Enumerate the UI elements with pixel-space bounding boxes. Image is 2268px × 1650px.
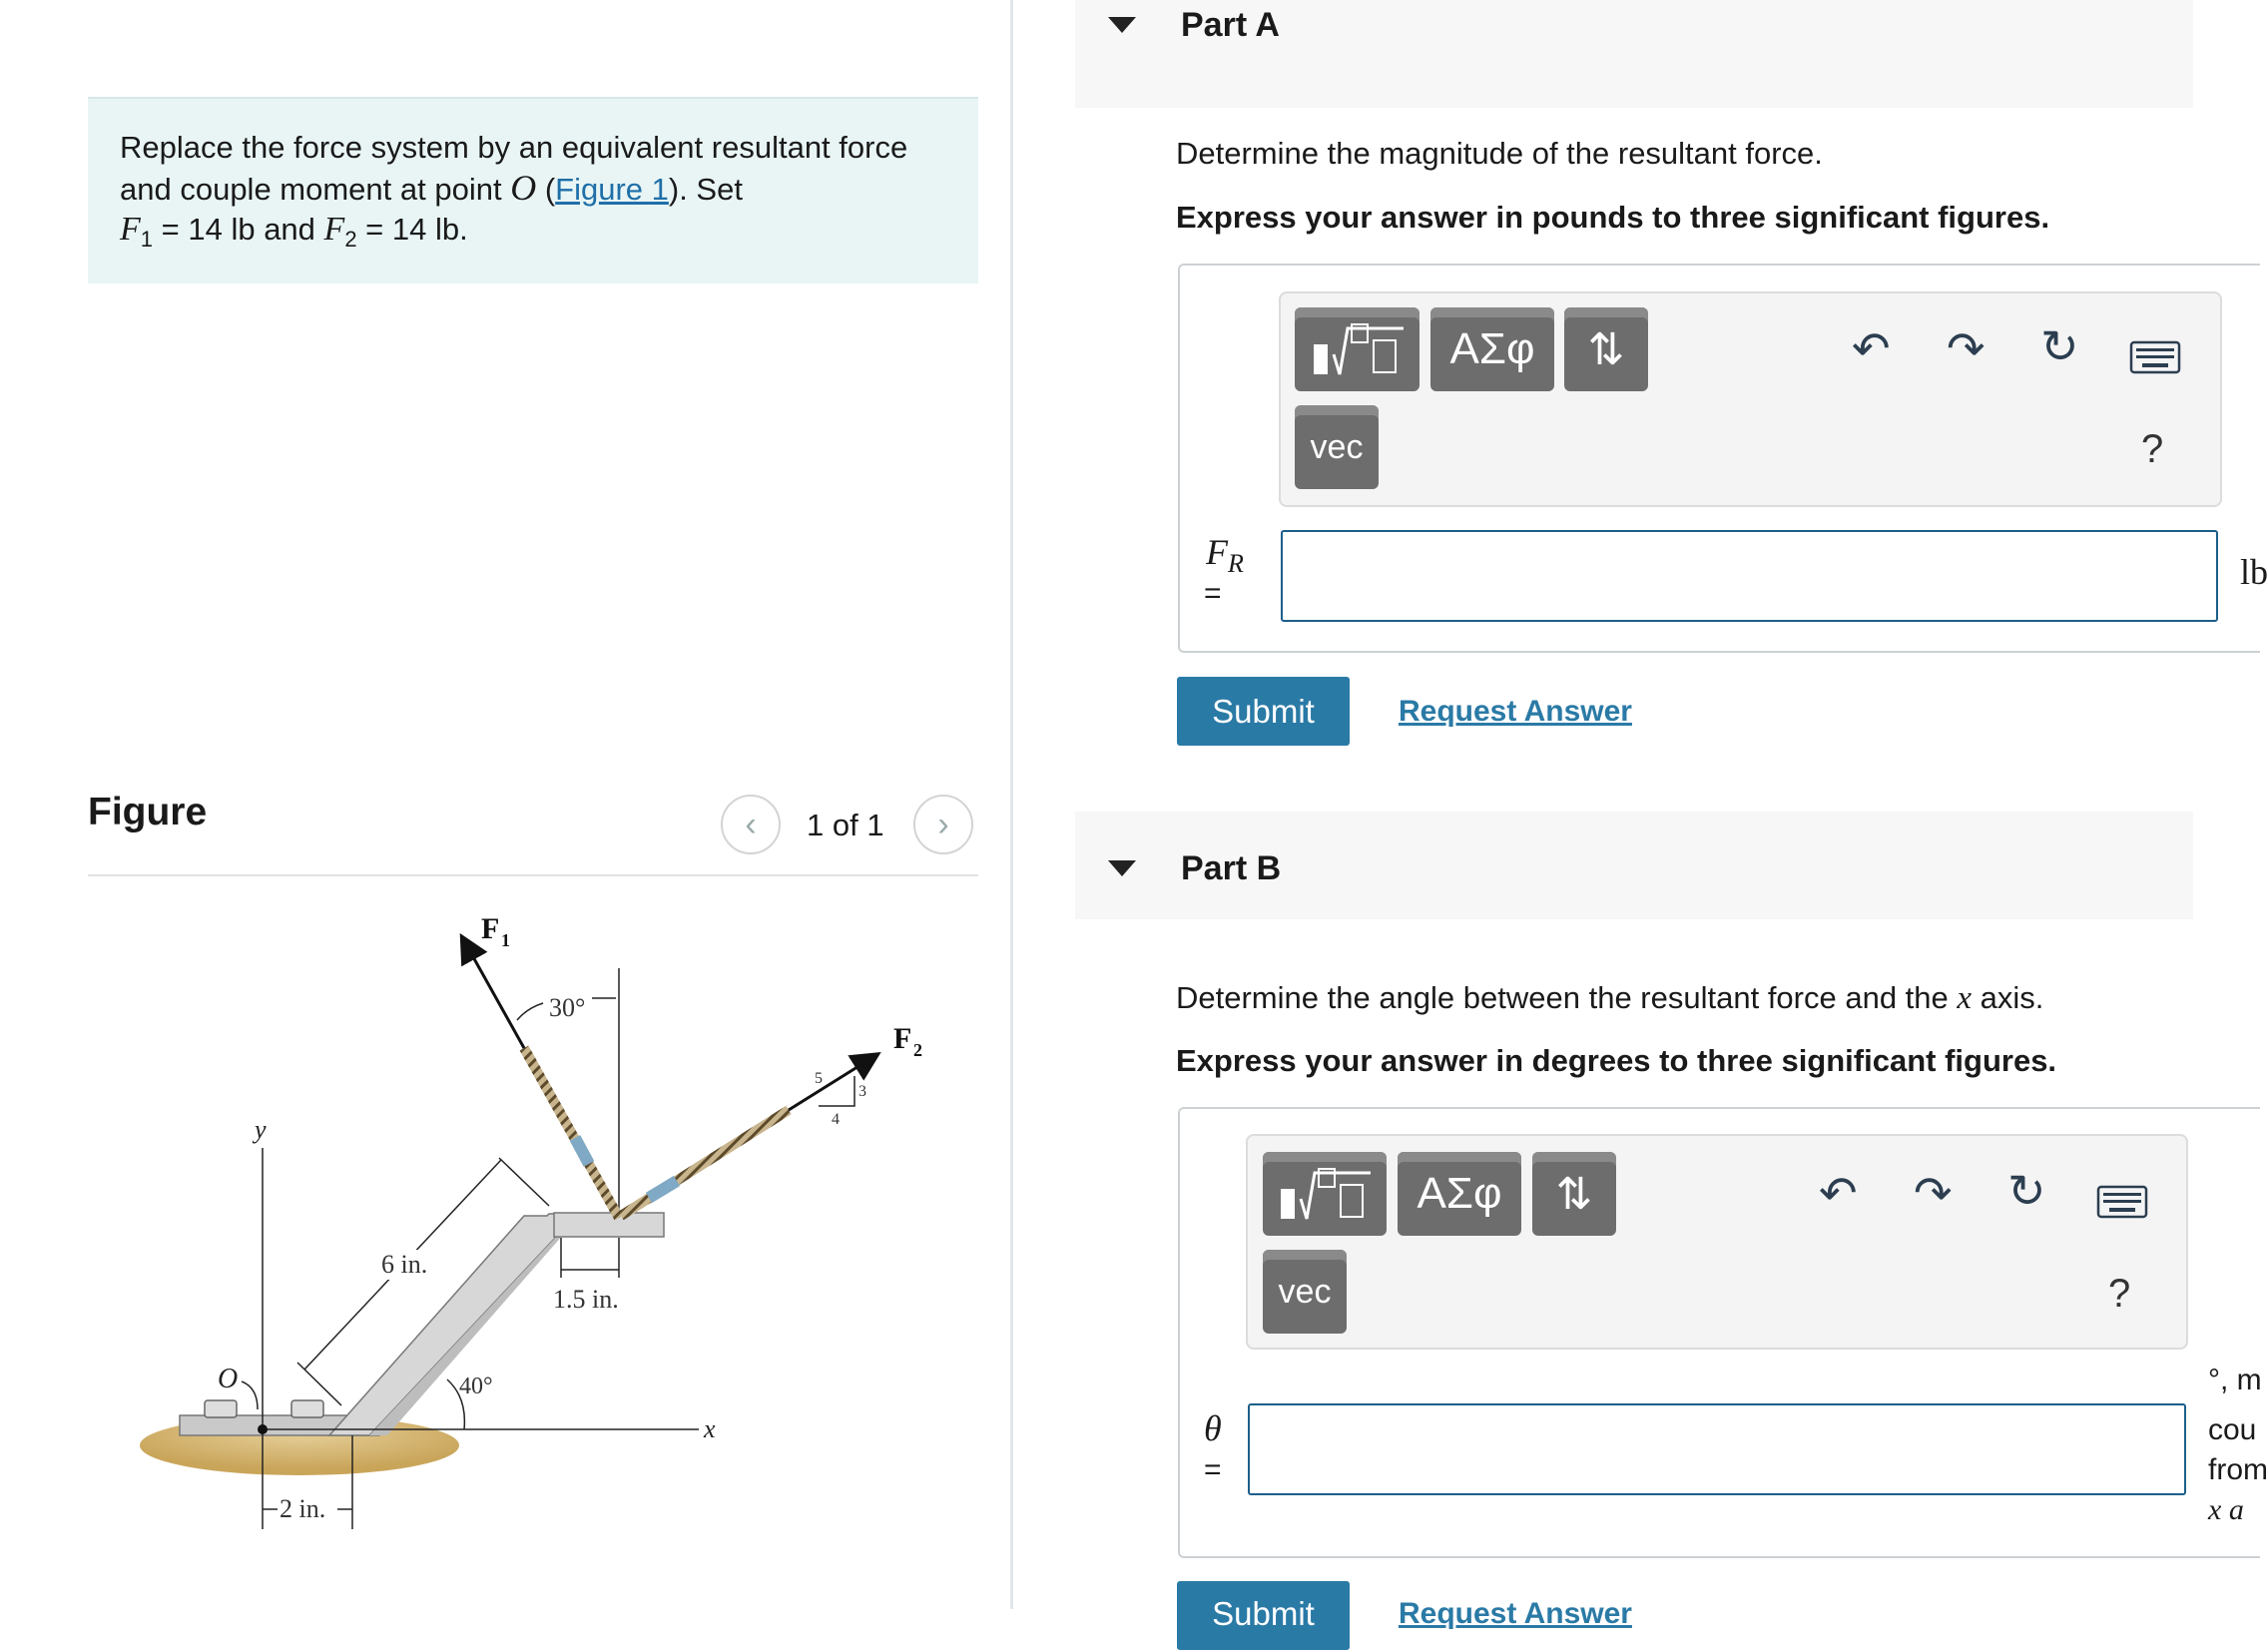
f2-value: = 14 lb.	[356, 212, 468, 247]
templates-icon[interactable]	[1295, 307, 1419, 391]
part-b-equals: =	[1204, 1453, 1222, 1486]
f1-label-sub: 1	[501, 930, 510, 950]
figure-divider	[88, 874, 978, 876]
point-o-symbol: O	[510, 168, 537, 208]
chevron-left-icon: ‹	[745, 805, 757, 843]
figure-heading: Figure	[88, 791, 208, 833]
part-a-title: Part A	[1181, 6, 1280, 44]
force-f2-arrow	[789, 1060, 868, 1110]
up-down-arrows-icon[interactable]: ⇅	[1532, 1152, 1616, 1236]
reset-icon[interactable]: ↻	[2007, 1165, 2046, 1217]
point-o	[258, 1424, 268, 1434]
part-a-answer-input[interactable]	[1281, 530, 2218, 622]
part-b-answer-input[interactable]	[1248, 1403, 2186, 1495]
part-b-unit-line-1: °, m	[2208, 1364, 2262, 1396]
figure-1-link[interactable]: Figure 1	[555, 172, 669, 207]
keyboard-icon[interactable]	[2130, 341, 2180, 378]
point-o-leader	[242, 1381, 258, 1409]
redo-icon[interactable]: ↷	[1914, 1167, 1953, 1219]
problem-text-1: Replace the force system by an equivalent resultant force and couple moment at point	[120, 130, 908, 207]
undo-icon[interactable]: ↶	[1852, 322, 1891, 374]
force-f1-arrow	[467, 946, 524, 1048]
problem-text-2: (	[536, 172, 556, 207]
bracket-top-plate	[554, 1213, 664, 1237]
greek-letters-icon: ΑΣφ	[1417, 1169, 1502, 1218]
panel-divider	[1010, 0, 1013, 1609]
redo-icon[interactable]: ↷	[1947, 322, 1985, 374]
fr-symbol: F	[1206, 532, 1228, 572]
part-b-unit-line-2: cou	[2208, 1413, 2257, 1446]
reset-icon[interactable]: ↻	[2040, 320, 2079, 372]
slope-3: 3	[858, 1083, 866, 1100]
f1-symbol: F	[120, 211, 141, 248]
greek-letters-icon: ΑΣφ	[1449, 324, 1535, 373]
theta-symbol: θ	[1204, 1408, 1222, 1448]
dim-6-ext1	[297, 1363, 341, 1405]
templates-glyph	[1308, 318, 1408, 380]
f2-label: F	[893, 1022, 912, 1055]
templates-glyph	[1275, 1163, 1375, 1225]
figure-prev-button[interactable]	[721, 795, 781, 854]
part-a-request-answer-link[interactable]: Request Answer	[1399, 695, 1632, 728]
y-axis-label: y	[255, 1115, 267, 1144]
point-o-label: O	[218, 1364, 239, 1394]
part-b-math-toolbar	[1246, 1134, 2188, 1350]
x-symbol: x	[1957, 980, 1973, 1016]
problem-text-3: ). Set	[668, 172, 743, 207]
part-a-submit-button[interactable]: Submit	[1177, 677, 1350, 746]
part-b-prompt-text: Determine the angle between the resultant force and the	[1176, 980, 1958, 1015]
dim-6-label: 6 in.	[381, 1250, 428, 1279]
part-a-equals: =	[1204, 577, 1222, 610]
part-b-unit-line-4: x a	[2208, 1493, 2244, 1526]
greek-letters-button[interactable]	[1430, 307, 1554, 391]
templates-icon[interactable]	[1263, 1152, 1387, 1236]
dim-6-ext2	[499, 1158, 549, 1206]
part-b-instruction: Express your answer in degrees to three significant figures.	[1176, 1043, 2057, 1078]
f1-clip	[575, 1138, 589, 1164]
rope-f1	[524, 1048, 619, 1218]
angle-40-label: 40°	[459, 1374, 493, 1399]
problem-statement	[120, 128, 938, 260]
f1-subscript: 1	[140, 227, 154, 253]
undo-icon[interactable]: ↶	[1819, 1167, 1858, 1219]
x-axis-label: x	[704, 1414, 716, 1443]
dim-2-label: 2 in.	[280, 1494, 326, 1523]
part-a-math-toolbar	[1279, 291, 2222, 507]
f2-label-sub: 2	[913, 1040, 922, 1060]
part-b-unit-line-3: from	[2208, 1453, 2268, 1486]
vec-button[interactable]: vec	[1295, 405, 1379, 489]
part-b-submit-button[interactable]: Submit	[1177, 1581, 1350, 1650]
vec-button[interactable]: vec	[1263, 1250, 1347, 1334]
part-b-request-answer-link[interactable]: Request Answer	[1399, 1597, 1632, 1630]
dim-15-label: 1.5 in.	[553, 1285, 619, 1314]
angle-30-label: 30°	[549, 993, 586, 1022]
part-b-prompt-end: axis.	[1972, 980, 2044, 1015]
f2-clip	[649, 1181, 677, 1198]
greek-letters-button[interactable]	[1398, 1152, 1521, 1236]
fr-subscript: R	[1228, 549, 1244, 579]
figure-counter: 1 of 1	[807, 808, 884, 842]
part-a-instruction: Express your answer in pounds to three significant figures.	[1176, 200, 2050, 235]
bracket-arm	[329, 1214, 559, 1435]
up-down-arrows-icon[interactable]: ⇅	[1564, 307, 1648, 391]
angle-30-arc	[517, 1003, 543, 1020]
rope-f2	[621, 1110, 789, 1216]
part-b-prompt	[1176, 980, 2043, 1017]
help-button[interactable]: ?	[2108, 1272, 2131, 1316]
help-button[interactable]: ?	[2141, 427, 2164, 471]
slope-5: 5	[815, 1070, 823, 1087]
bolt-right	[291, 1400, 323, 1417]
f1-value: = 14 lb and	[153, 212, 324, 247]
keyboard-glyph	[2097, 1186, 2147, 1218]
part-a-unit: lb	[2240, 552, 2268, 592]
f2-subscript: 2	[344, 227, 357, 253]
keyboard-glyph	[2130, 341, 2180, 373]
force-system-figure	[130, 898, 968, 1557]
part-a-variable-label	[1206, 531, 1244, 579]
part-b-title: Part B	[1181, 849, 1282, 887]
bolt-left	[205, 1400, 237, 1417]
part-a-prompt: Determine the magnitude of the resultant force.	[1176, 136, 1823, 171]
figure-next-button[interactable]	[913, 795, 973, 854]
chevron-right-icon: ›	[937, 805, 949, 843]
caret-down-icon[interactable]	[1108, 17, 1136, 33]
f1-label: F	[481, 912, 500, 945]
caret-down-icon[interactable]	[1108, 860, 1136, 876]
slope-4: 4	[832, 1111, 840, 1128]
keyboard-icon[interactable]	[2097, 1186, 2147, 1223]
f2-symbol: F	[323, 211, 345, 248]
